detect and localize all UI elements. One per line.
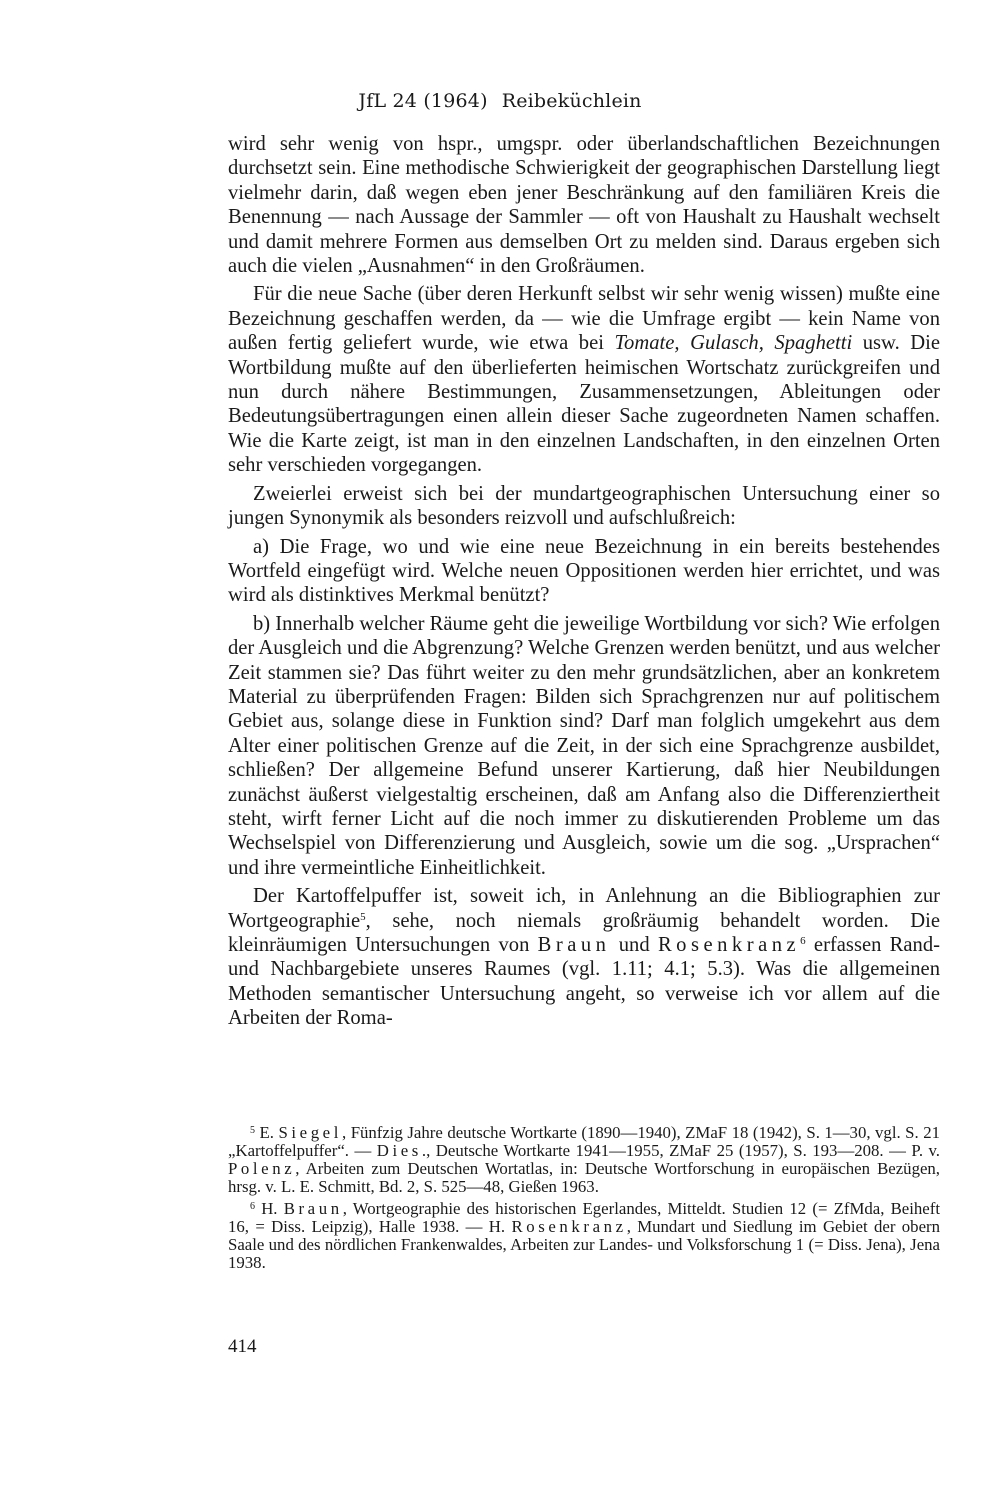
paragraph: a) Die Frage, wo und wie eine neue Bezeichnung in ein bereits bestehendes Wortfeld eingefügt wird. Welche neuen Oppositionen werden hier errichtet, und was wird als distinktives Merkmal benützt? [228, 535, 940, 607]
running-head [0, 90, 1000, 112]
author-name: Rosenkranz [511, 1217, 627, 1236]
author-name: Braun [283, 1199, 343, 1218]
author-name: Braun [537, 934, 611, 956]
paragraph [228, 884, 940, 1030]
paragraph [228, 282, 940, 477]
page-number: 414 [228, 1336, 257, 1357]
paragraph: b) Innerhalb welcher Räume geht die jeweilige Wortbildung vor sich? Wie erfolgen der Ausgleich und die Abgrenzung? Welche Grenzen werden benützt, und aus welcher Zeit stammen sie? Das führt weiter zu den mehr grundsätzlichen, aber an konkretem Material zu überprüfenden Fragen: Bilden sich Sprachgrenzen nur auf politischem Gebiet aus, solange diese in Funktion sind? Darf man folglich umgekehrt aus dem Alter einer politischen Grenze auf die Zeit, in der sich eine Sprachgrenze ausbildet, schließen? Der allgemeine Befund unserer Kartierung, daß hier Neubildungen zunächst äußerst vielgestaltig erscheinen, daß am Anfang also die Differenziertheit steht, wirft ferner Licht auf die noch immer zu diskutierenden Probleme um das Wechselspiel von Differenzierung und Ausgleich, sowie um die sog. „Ursprachen“ und ihre vermeintliche Einheitlichkeit. [228, 612, 940, 879]
paragraph-text: erfassen Rand- und Nachbargebiete unseres Raumes (vgl. 1.11; 4.1; 5.3). Was die allgemeinen Methoden semantischer Untersuchung angeht, so verweise ich vor allem auf die Arbeiten der Roma- [228, 934, 941, 1030]
italic-examples: Tomate, Gulasch, Spaghetti [614, 332, 853, 355]
footnote-marker: 5 [360, 910, 366, 923]
author-name: Rosenkranz [657, 934, 801, 956]
paragraph-text: und [610, 934, 658, 956]
article-short-title: Reibeküchlein [501, 90, 642, 112]
footnote [228, 1200, 940, 1272]
paragraph-text: Für die neue Sache (über deren Herkunft selbst wir sehr wenig wissen) mußte eine Bezeichnung geschaffen werden, da — wie die Umfrage ergibt — kein Name von außen fertig geliefert wurde, wie etwa bei [228, 283, 940, 355]
footnote-text: E. [255, 1123, 279, 1142]
footnote-text: , Fünfzig Jahre deutsche Wortkarte (1890—1940), ZMaF 18 (1942), S. 1—30, vgl. S. 21 „Kartoffelpuffer“. — [228, 1123, 940, 1160]
footnote-number: 6 [250, 1201, 255, 1212]
author-name: Dies [376, 1141, 422, 1160]
footnote-marker: 6 [800, 935, 806, 947]
footnotes [228, 1124, 940, 1276]
paragraph: Zweierlei erweist sich bei der mundartgeographischen Untersuchung einer so jungen Synonymik als besonders reizvoll und aufschlußreich: [228, 482, 940, 530]
body-text [228, 132, 940, 1035]
journal-reference: JfL 24 (1964) [358, 90, 488, 112]
footnote-text: H. [255, 1199, 284, 1218]
footnote-number: 5 [250, 1125, 255, 1136]
footnote-text: , Arbeiten zum Deutschen Wortatlas, in: Deutsche Wortforschung in europäischen Bezügen, hrsg. v. L. E. Schmitt, Bd. 2, S. 525—48, Gießen 1963. [228, 1159, 940, 1196]
paragraph-text: , sehe, noch niemals großräumig behandelt worden. Die kleinräumigen Untersuchungen von [228, 909, 940, 956]
paragraph: wird sehr wenig von hspr., umgspr. oder überlandschaftlichen Bezeichnungen durchsetzt sein. Eine methodische Schwierigkeit der geographischen Darstellung liegt vielmehr darin, daß wegen eben jener Beschränkung auf den familiären Kreis die Benennung — nach Aussage der Sammler — oft von Haushalt zu Haushalt wechselt und damit mehrere Formen aus demselben Ort zu melden sind. Daraus ergeben sich auch die vielen „Ausnahmen“ in den Großräumen. [228, 133, 940, 278]
footnote-text: , Wortgeographie des historischen Egerlandes, Mitteldt. Studien 12 (= ZfMda, Beiheft 16, = Diss. Leipzig), Halle 1938. — H. [228, 1199, 940, 1236]
footnote-text: , Mundart und Siedlung im Gebiet der obern Saale und des nördlichen Frankenwaldes, Arbeiten zur Landes- und Volksforschung 1 (= Diss. Jena), Jena 1938. [228, 1217, 940, 1272]
footnote [228, 1124, 940, 1196]
paragraph-text: Der Kartoffelpuffer ist, soweit ich, in Anlehnung an die Bibliographien zur Wortgeographie [228, 885, 940, 932]
author-name: Siegel [278, 1123, 342, 1142]
paragraph-text: usw. Die Wortbildung mußte auf den überlieferten heimischen Wortschatz zurückgreifen und nun durch nähere Bestimmungen, Zusammensetzungen, Ableitungen oder Bedeutungsübertragungen einen allein dieser Sache zugeordneten Namen schaffen. Wie die Karte zeigt, ist man in den einzelnen Landschaften, in den einzelnen Orten sehr verschieden vorgegangen. [228, 332, 940, 477]
author-name: Polenz [228, 1159, 296, 1178]
footnote-text: ., Deutsche Wortkarte 1941—1955, ZMaF 25 (1957), S. 193—208. — P. v. [421, 1141, 940, 1160]
